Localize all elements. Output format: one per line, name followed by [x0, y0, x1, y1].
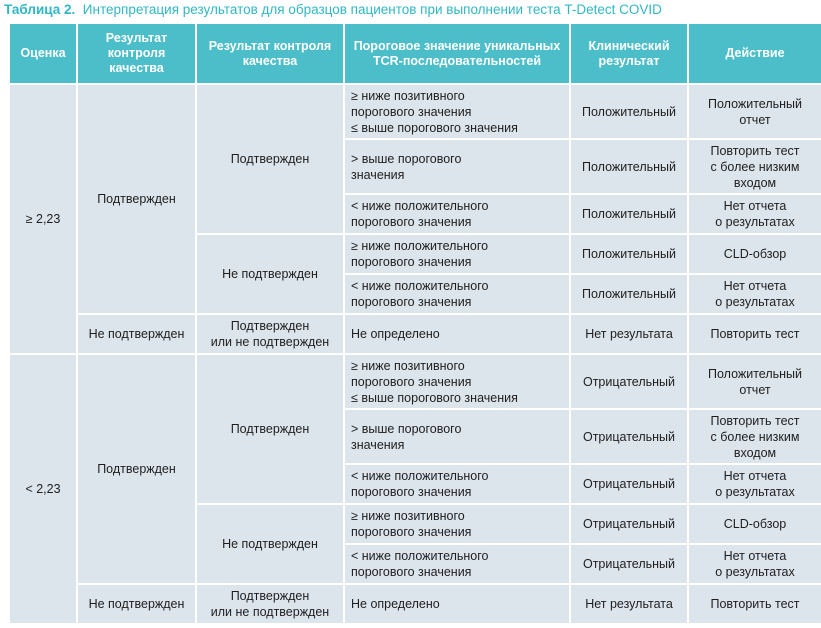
table-row: [9, 314, 821, 354]
action-cell: [688, 504, 821, 544]
clinical-cell-line: Положительный: [581, 207, 677, 221]
action-cell-line: отчет: [739, 112, 771, 127]
clinical-cell-line: Положительный: [581, 247, 677, 261]
clinical-cell: [570, 314, 688, 354]
threshold-cell-line: > выше порогового: [351, 421, 462, 436]
qc1-cell: [77, 314, 196, 354]
qc2-cell: [196, 354, 344, 504]
action-cell-line: отчет: [739, 382, 771, 397]
threshold-cell-line: порогового значения: [351, 525, 472, 539]
clinical-cell-line: Отрицательный: [582, 477, 676, 491]
threshold-cell-line: ≥ ниже позитивного: [351, 358, 465, 373]
clinical-cell: [570, 584, 688, 624]
clinical-cell: [570, 504, 688, 544]
clinical-cell: [570, 354, 688, 409]
threshold-cell: [344, 274, 570, 314]
threshold-cell: [344, 409, 570, 464]
action-cell-line: Повторить тест: [710, 143, 800, 158]
clinical-cell: [570, 234, 688, 274]
clinical-cell-line: Отрицательный: [582, 374, 676, 389]
header-clinical: Клинический результат: [570, 23, 688, 84]
action-cell-line: Нет отчета: [723, 469, 787, 483]
qc1-cell: [77, 584, 196, 624]
threshold-cell: [344, 234, 570, 274]
threshold-cell-line: порогового значения: [351, 485, 472, 499]
threshold-cell-line: порогового значения: [351, 374, 472, 389]
action-cell: [688, 314, 821, 354]
qc2-cell: [196, 84, 344, 234]
threshold-cell: [344, 354, 570, 409]
action-cell: [688, 194, 821, 234]
threshold-cell: [344, 464, 570, 504]
threshold-cell-line: ≤ выше порогового значения: [351, 120, 518, 135]
qc2-cell-line: Не подтвержден: [222, 267, 318, 281]
qc2-cell-line: Подтвержден: [230, 422, 310, 436]
action-cell-line: входом: [733, 175, 777, 190]
qc1-cell-line: Не подтвержден: [88, 597, 185, 611]
header-qc1: Результат контроля качества: [77, 23, 196, 84]
action-cell-line: о результатах: [715, 215, 795, 229]
threshold-cell: [344, 544, 570, 584]
qc1-cell-line: Не подтвержден: [88, 327, 185, 341]
header-action: Действие: [688, 23, 821, 84]
table-row: [9, 84, 821, 139]
action-cell-line: с более низким: [710, 159, 800, 174]
clinical-cell-line: Положительный: [581, 104, 677, 119]
score-cell-line: ≥ 2,23: [25, 212, 61, 226]
qc1-cell: [77, 84, 196, 314]
action-cell: [688, 409, 821, 464]
action-cell-line: входом: [733, 445, 777, 460]
threshold-cell-line: порогового значения: [351, 295, 472, 309]
action-cell: [688, 464, 821, 504]
clinical-cell-line: Отрицательный: [582, 429, 676, 444]
action-cell: [688, 84, 821, 139]
threshold-cell-line: порогового значения: [351, 104, 472, 119]
action-cell-line: Повторить тест: [710, 327, 800, 341]
threshold-cell: [344, 139, 570, 194]
qc2-cell: [196, 314, 344, 354]
action-cell: [688, 139, 821, 194]
threshold-cell-line: > выше порогового: [351, 151, 462, 166]
clinical-cell: [570, 274, 688, 314]
threshold-cell-line: порогового значения: [351, 565, 472, 579]
header-score: Оценка: [9, 23, 77, 84]
action-cell: [688, 354, 821, 409]
action-cell-line: о результатах: [715, 295, 795, 309]
action-cell-line: о результатах: [715, 485, 795, 499]
action-cell-line: с более низким: [710, 429, 800, 444]
threshold-cell: [344, 584, 570, 624]
threshold-cell-line: ≤ выше порогового значения: [351, 390, 518, 405]
action-cell-line: Нет отчета: [723, 549, 787, 563]
action-cell-line: Повторить тест: [710, 413, 800, 428]
action-cell: [688, 274, 821, 314]
threshold-cell-line: ≥ ниже положительного: [351, 239, 489, 253]
table-caption: [4, 2, 662, 17]
caption-label: Таблица 2.: [4, 2, 76, 17]
clinical-cell-line: Отрицательный: [582, 517, 676, 531]
threshold-cell-line: порогового значения: [351, 215, 472, 229]
clinical-cell-line: Нет результата: [585, 327, 673, 341]
action-cell-line: Положительный: [707, 366, 803, 381]
score-cell: [9, 84, 77, 354]
threshold-cell-line: < ниже положительного: [351, 199, 489, 213]
threshold-cell: [344, 194, 570, 234]
table-body: [9, 84, 821, 624]
clinical-cell: [570, 139, 688, 194]
qc2-cell-line: или не подтвержден: [210, 335, 330, 349]
clinical-cell-line: Отрицательный: [582, 557, 676, 571]
qc1-cell: [77, 354, 196, 584]
table-row: [9, 584, 821, 624]
action-cell-line: Положительный: [707, 96, 803, 111]
threshold-cell-line: порогового значения: [351, 255, 472, 269]
qc2-cell-line: или не подтвержден: [210, 605, 330, 619]
qc2-cell-line: Не подтвержден: [222, 537, 318, 551]
clinical-cell: [570, 409, 688, 464]
threshold-cell-line: ≥ ниже позитивного: [351, 88, 465, 103]
qc2-cell: [196, 504, 344, 584]
qc2-cell: [196, 584, 344, 624]
action-cell-line: Нет отчета: [723, 279, 787, 293]
qc2-cell-line: Подтвержден: [230, 589, 310, 603]
table-row: [9, 354, 821, 409]
clinical-cell-line: Нет результата: [585, 597, 673, 611]
clinical-cell-line: Положительный: [581, 287, 677, 301]
clinical-cell: [570, 194, 688, 234]
threshold-cell-line: Не определено: [351, 327, 440, 341]
threshold-cell-line: < ниже положительного: [351, 469, 489, 483]
header-threshold: Пороговое значение уникальных TCR-последовательностей: [344, 23, 570, 84]
threshold-cell: [344, 84, 570, 139]
threshold-cell-line: ≥ ниже позитивного: [351, 509, 465, 523]
threshold-cell: [344, 314, 570, 354]
clinical-cell: [570, 544, 688, 584]
qc2-cell-line: Подтвержден: [230, 319, 310, 333]
qc1-cell-line: Подтвержден: [97, 192, 176, 206]
threshold-cell-line: < ниже положительного: [351, 549, 489, 563]
qc2-cell: [196, 234, 344, 314]
action-cell-line: CLD-обзор: [723, 247, 787, 261]
header-qc2: Результат контроля качества: [196, 23, 344, 84]
threshold-cell: [344, 504, 570, 544]
qc1-cell-line: Подтвержден: [97, 462, 176, 476]
action-cell-line: Нет отчета: [723, 199, 787, 213]
threshold-cell-line: < ниже положительного: [351, 279, 489, 293]
action-cell: [688, 234, 821, 274]
threshold-cell-line: значения: [351, 167, 405, 182]
qc2-cell-line: Подтвержден: [230, 152, 310, 166]
threshold-cell-line: Не определено: [351, 597, 440, 611]
action-cell-line: о результатах: [715, 565, 795, 579]
score-cell-line: < 2,23: [25, 482, 61, 496]
action-cell-line: Повторить тест: [710, 597, 800, 611]
clinical-cell: [570, 464, 688, 504]
action-cell-line: CLD-обзор: [723, 517, 787, 531]
clinical-cell: [570, 84, 688, 139]
threshold-cell-line: значения: [351, 437, 405, 452]
header-row: [9, 23, 821, 84]
caption-text: Интерпретация результатов для образцов пациентов при выполнении теста T-Detect COVID: [82, 2, 662, 17]
action-cell: [688, 584, 821, 624]
clinical-cell-line: Положительный: [581, 159, 677, 174]
action-cell: [688, 544, 821, 584]
results-table: [8, 22, 821, 625]
score-cell: [9, 354, 77, 624]
